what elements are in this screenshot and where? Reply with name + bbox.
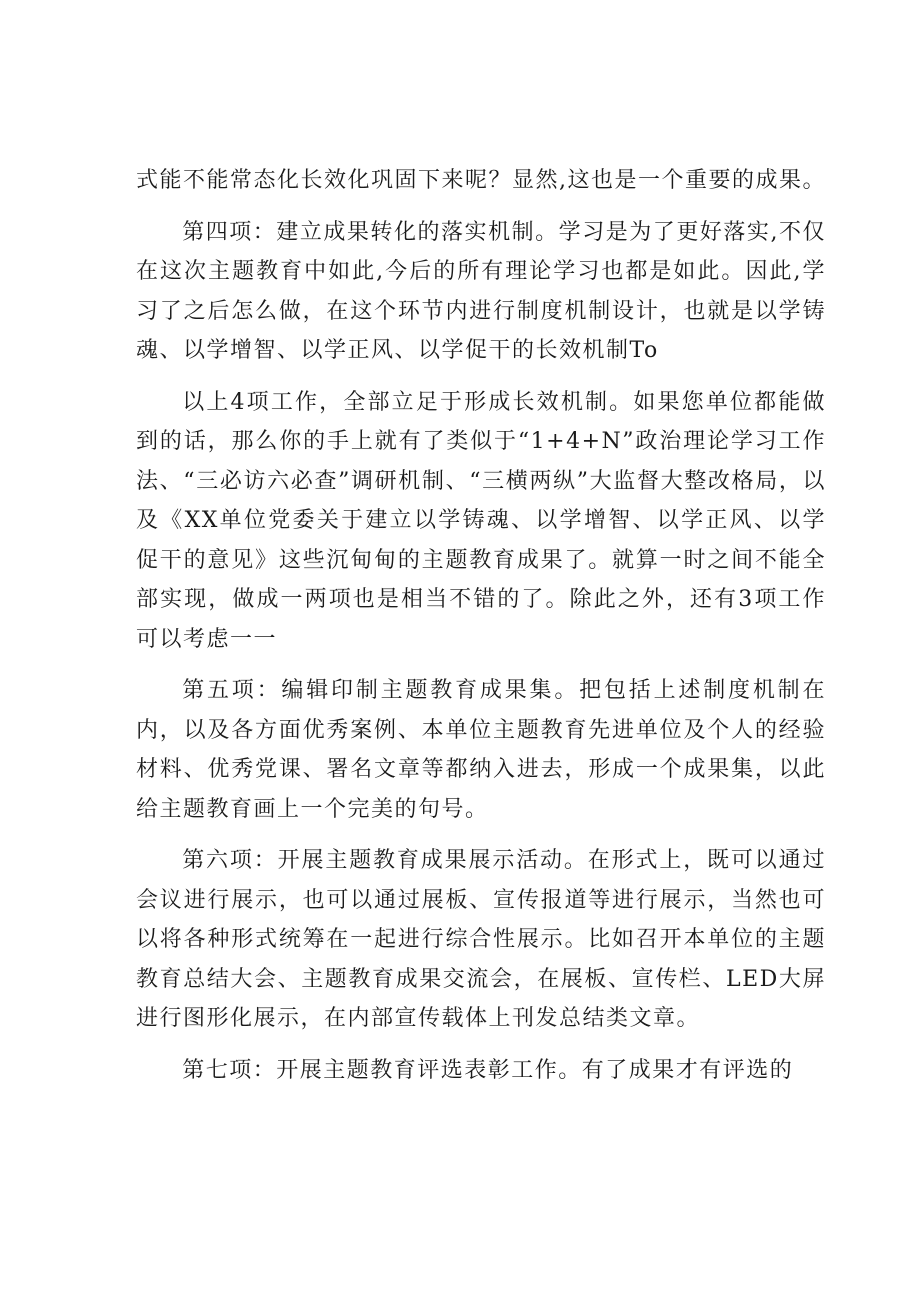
document-body xyxy=(136,161,826,1102)
paragraph-item-4: 第四项：建立成果转化的落实机制。学习是为了更好落实,不仅在这次主题教育中如此,今后的所有理论学习也都是如此。因此,学习了之后怎么做，在这个环节内进行制度机制设计，也就是以学铸魂、以学增智、以学正风、以学促干的长效机制To xyxy=(136,219,826,363)
paragraph-item-6: 第六项：开展主题教育成果展示活动。在形式上，既可以通过会议进行展示，也可以通过展板、宣传报道等进行展示，当然也可以将各种形式统筹在一起进行综合性展示。比如召开本单位的主题教育总结大会、主题教育成果交流会，在展板、宣传栏、LED大屏进行图形化展示，在内部宣传载体上刊发总结类文章。 xyxy=(136,848,826,1031)
paragraph-item-7: 第七项：开展主题教育评选表彰工作。有了成果才有评选的 xyxy=(182,1057,794,1083)
paragraph-summary: 以上4项工作，全部立足于形成长效机制。如果您单位都能做到的话，那么你的手上就有了类似于“1+4+N”政治理论学习工作法、“三必访六必查”调研机制、“三横两纵”大监督大整改格局，以及《XX单位党委关于建立以学铸魂、以学增智、以学正风、以学促干的意见》这些沉甸甸的主题教育成果了。就算一时之间不能全部实现，做成一两项也是相当不错的了。除此之外，还有3项工作可以考虑一一 xyxy=(136,389,826,652)
paragraph-continuation: 式能不能常态化长效化巩固下来呢？显然,这也是一个重要的成果。 xyxy=(136,168,826,193)
paragraph-item-5: 第五项：编辑印制主题教育成果集。把包括上述制度机制在内，以及各方面优秀案例、本单位主题教育先进单位及个人的经验材料、优秀党课、署名文章等都纳入进去，形成一个成果集，以此给主题教育画上一个完美的句号。 xyxy=(136,678,826,822)
